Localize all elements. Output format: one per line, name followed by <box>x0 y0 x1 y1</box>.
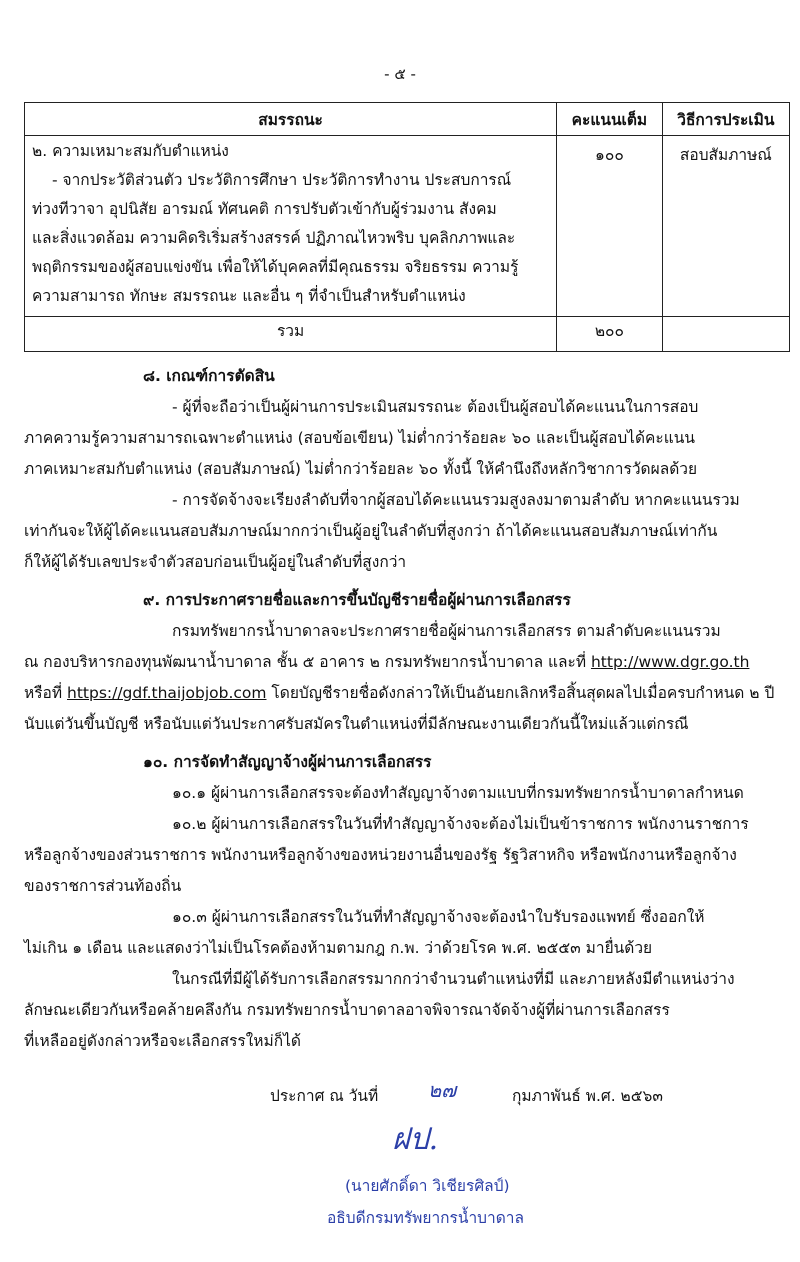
method-cell: สอบสัมภาษณ์ <box>662 136 789 317</box>
section-8-line: ภาคเหมาะสมกับตำแหน่ง (สอบสัมภาษณ์) ไม่ต่ำกว่าร้อยละ ๖๐ ทั้งนี้ ให้คำนึงถึงหลักวิชาการวัดผลด้วย <box>24 460 698 478</box>
section-10-line: หรือลูกจ้างของส่วนราชการ พนักงานหรือลูกจ้างของหน่วยงานอื่นของรัฐ รัฐวิสาหกิจ หรือพนักงานหรือลูกจ้าง <box>24 846 737 864</box>
section-9-text: ณ กองบริหารกองทุนพัฒนาน้ำบาดาล ชั้น ๕ อาคาร ๒ กรมทรัพยากรน้ำบาดาล และที่ <box>24 653 591 671</box>
table-header-row <box>25 103 790 136</box>
section-10-line: ลักษณะเดียวกันหรือคล้ายคลึงกัน กรมทรัพยากรน้ำบาดาลอาจพิจารณาจัดจ้างผู้ที่ผ่านการเลือกสรร <box>24 1001 670 1019</box>
header-competency: สมรรถนะ <box>25 103 557 136</box>
section-8-line: เท่ากันจะให้ผู้ได้คะแนนสอบสัมภาษณ์มากกว่าเป็นผู้อยู่ในลำดับที่สูงกว่า ถ้าได้คะแนนสอบสัมภาษณ์เท่ากัน <box>24 522 718 540</box>
page-number: - ๕ - <box>384 65 416 83</box>
competency-title: ๒. ความเหมาะสมกับตำแหน่ง <box>32 142 229 160</box>
section-9-line: กรมทรัพยากรน้ำบาดาลจะประกาศรายชื่อผู้ผ่านการเลือกสรร ตามลำดับคะแนนรวม <box>172 622 721 640</box>
table-row <box>25 136 790 317</box>
section-10-line: ที่เหลืออยู่ดังกล่าวหรือจะเลือกสรรใหม่ก็ได้ <box>24 1032 301 1050</box>
header-method: วิธีการประเมิน <box>662 103 789 136</box>
section-10-line: ๑๐.๑ ผู้ผ่านการเลือกสรรจะต้องทำสัญญาจ้างตามแบบที่กรมทรัพยากรน้ำบาดาลกำหนด <box>172 784 744 802</box>
section-9-line <box>24 683 774 703</box>
section-9-text: โดยบัญชีรายชื่อดังกล่าวให้เป็นอันยกเลิกหรือสิ้นสุดผลไปเมื่อครบกำหนด ๒ ปี <box>266 684 775 702</box>
dgr-link[interactable]: http://www.dgr.go.th <box>590 653 750 671</box>
total-row <box>25 317 790 352</box>
header-full-score: คะแนนเต็ม <box>557 103 663 136</box>
total-score: ๒๐๐ <box>557 317 663 352</box>
section-10-line: ไม่เกิน ๑ เดือน และแสดงว่าไม่เป็นโรคต้องห้ามตามกฎ ก.พ. ว่าด้วยโรค พ.ศ. ๒๕๕๓ มายื่นด้วย <box>24 939 653 957</box>
section-9-text: หรือที่ <box>24 684 67 702</box>
announce-day: ๒๗ <box>428 1078 457 1102</box>
competency-line: - จากประวัติส่วนตัว ประวัติการศึกษา ประวัติการทำงาน ประสบการณ์ <box>52 171 512 189</box>
section-10-heading: ๑๐. การจัดทำสัญญาจ้างผู้ผ่านการเลือกสรร <box>143 753 432 771</box>
section-8-line: - ผู้ที่จะถือว่าเป็นผู้ผ่านการประเมินสมรรถนะ ต้องเป็นผู้สอบได้คะแนนในการสอบ <box>172 398 699 416</box>
total-empty <box>662 317 789 352</box>
announce-month-year: กุมภาพันธ์ พ.ศ. ๒๕๖๓ <box>512 1087 663 1105</box>
thaijobjob-link[interactable]: https://gdf.thaijobjob.com <box>67 684 267 702</box>
competency-cell <box>25 136 557 317</box>
section-8-line: ภาคความรู้ความสามารถเฉพาะตำแหน่ง (สอบข้อเขียน) ไม่ต่ำกว่าร้อยละ ๖๐ และเป็นผู้สอบได้คะแนน <box>24 429 695 447</box>
section-8-line: ก็ให้ผู้ได้รับเลขประจำตัวสอบก่อนเป็นผู้อยู่ในลำดับที่สูงกว่า <box>24 553 407 571</box>
signatory-name: (นายศักดิ์ดา วิเชียรศิลป์) <box>345 1177 510 1195</box>
score-cell: ๑๐๐ <box>557 136 663 317</box>
section-9-line: นับแต่วันขึ้นบัญชี หรือนับแต่วันประกาศรับสมัครในตำแหน่งที่มีลักษณะงานเดียวกันนี้ใหม่แล้วแต่กรณี <box>24 715 689 733</box>
handwritten-signature: ฝป. <box>392 1122 439 1157</box>
section-9-line <box>24 652 749 672</box>
signatory-position: อธิบดีกรมทรัพยากรน้ำบาดาล <box>327 1209 524 1227</box>
section-10-line: ๑๐.๒ ผู้ผ่านการเลือกสรรในวันที่ทำสัญญาจ้างจะต้องไม่เป็นข้าราชการ พนักงานราชการ <box>172 815 749 833</box>
competency-line: และสิ่งแวดล้อม ความคิดริเริ่มสร้างสรรค์ ปฏิภาณไหวพริบ บุคลิกภาพและ <box>32 229 516 247</box>
section-10-line: ของราชการส่วนท้องถิ่น <box>24 877 182 895</box>
section-10-line: ในกรณีที่มีผู้ได้รับการเลือกสรรมากกว่าจำนวนตำแหน่งที่มี และภายหลังมีตำแหน่งว่าง <box>172 970 735 988</box>
section-8-heading: ๘. เกณฑ์การตัดสิน <box>143 367 275 385</box>
announce-label: ประกาศ ณ วันที่ <box>270 1087 379 1105</box>
section-8-line: - การจัดจ้างจะเรียงลำดับที่จากผู้สอบได้คะแนนรวมสูงลงมาตามลำดับ หากคะแนนรวม <box>172 491 740 509</box>
competency-line: ความสามารถ ทักษะ สมรรถนะ และอื่น ๆ ที่จำเป็นสำหรับตำแหน่ง <box>32 287 466 305</box>
criteria-table <box>24 102 790 352</box>
competency-line: พฤติกรรมของผู้สอบแข่งขัน เพื่อให้ได้บุคคลที่มีคุณธรรม จริยธรรม ความรู้ <box>32 258 519 276</box>
competency-line: ท่วงทีวาจา อุปนิสัย อารมณ์ ทัศนคติ การปรับตัวเข้ากับผู้ร่วมงาน สังคม <box>32 200 497 218</box>
total-label: รวม <box>25 317 557 352</box>
section-10-line: ๑๐.๓ ผู้ผ่านการเลือกสรรในวันที่ทำสัญญาจ้างจะต้องนำใบรับรองแพทย์ ซึ่งออกให้ <box>172 908 705 926</box>
section-9-heading: ๙. การประกาศรายชื่อและการขึ้นบัญชีรายชื่อผู้ผ่านการเลือกสรร <box>143 591 571 609</box>
